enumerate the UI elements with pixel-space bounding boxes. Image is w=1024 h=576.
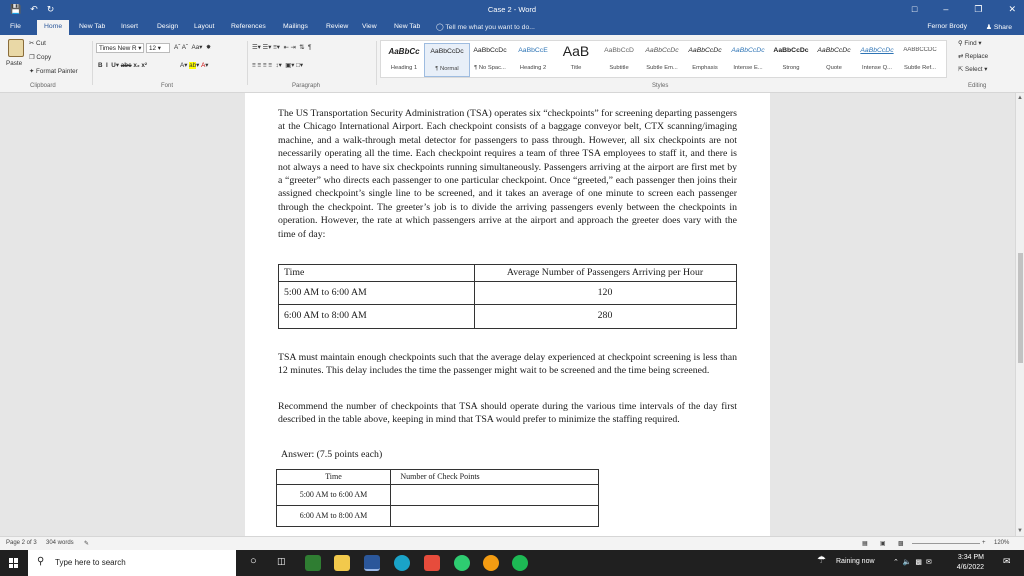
copy-button[interactable]: ❐ Copy (29, 54, 52, 61)
zoom-level[interactable]: 120% (994, 540, 1010, 546)
title-bar (0, 0, 1024, 20)
tab-mailings[interactable]: Mailings (283, 23, 308, 30)
paragraph-delay: TSA must maintain enough checkpoints such that the average delay experienced at checkpoint screening is less than 12 minutes. This delay includes the time the passenger might wait to be screened and the time being screened. (278, 352, 737, 377)
zoom-in-icon[interactable]: + (982, 540, 986, 546)
replace-button[interactable]: ⇄ Replace (958, 53, 989, 60)
scissors-icon: ✂ (29, 40, 37, 47)
ribbon-tabs (0, 20, 1024, 35)
font-name-box[interactable]: Times New R ▾ (96, 43, 144, 53)
style-subtle-emphasis[interactable]: AaBbCcDc Subtle Em... (645, 47, 679, 71)
tab-view[interactable]: View (362, 23, 377, 30)
style-intense-emphasis[interactable]: AaBbCcDc Intense E... (731, 47, 765, 71)
clock-date: 4/6/2022 (956, 564, 984, 571)
print-layout-icon[interactable]: ▣ (880, 541, 886, 547)
cortana-icon[interactable]: ○ (250, 555, 257, 567)
tab-insert[interactable]: Insert (121, 23, 138, 30)
paragraph-recommend: Recommend the number of checkpoints that TSA should operate during the various time intervals of the day first described in the table above, keeping in mind that TSA would prefer to minimize the staffing required. (278, 401, 737, 426)
style-heading-2[interactable]: AaBbCcE Heading 2 (518, 47, 548, 71)
cursor-icon: ⇱ (958, 66, 966, 73)
notification-icon[interactable]: ✉ (1003, 556, 1011, 566)
web-layout-icon[interactable]: ▩ (898, 541, 904, 547)
document-page[interactable] (245, 93, 770, 536)
style-subtle-reference[interactable]: AABBCCDC Subtle Ref... (903, 47, 937, 71)
tab-layout[interactable]: Layout (194, 23, 215, 30)
group-separator (376, 41, 377, 85)
table-header-time: Time (284, 267, 305, 278)
proofing-icon[interactable]: ✎ (84, 541, 90, 547)
font-size-box[interactable]: 12 ▾ (146, 43, 170, 53)
tab-new-tab-2[interactable]: New Tab (394, 23, 421, 30)
clock-time: 3:34 PM (957, 554, 984, 561)
user-name[interactable]: Fernor Brody (927, 23, 967, 30)
paste-button[interactable]: Paste (6, 60, 23, 67)
scroll-up-icon[interactable]: ▲ (1017, 95, 1023, 101)
tray-icons[interactable]: ⌃ 🔈 ▩ ✉ (893, 559, 932, 566)
taskbar (0, 550, 1024, 576)
weather-icon[interactable]: ☂ (817, 555, 826, 566)
tab-file[interactable]: File (10, 23, 21, 30)
table-header-checkpoints: Number of Check Points (400, 472, 480, 481)
file-explorer-icon[interactable] (334, 555, 350, 571)
style-normal[interactable]: AaBbCcDc ¶ Normal (424, 43, 470, 77)
lightbulb-icon: ◯ (436, 24, 446, 31)
tab-references[interactable]: References (231, 23, 266, 30)
replace-icon: ⇄ (958, 53, 966, 60)
paste-icon[interactable] (8, 39, 24, 57)
align-icons[interactable]: ≡ ≡ ≡ ≡ ↕▾ ▣▾ □▾ (252, 62, 304, 69)
style-emphasis[interactable]: AaBbCcDc Emphasis (688, 47, 722, 71)
table-header-passengers: Average Number of Passengers Arriving per Hour (506, 267, 704, 278)
format-painter-button[interactable]: ✦ Format Painter (29, 68, 78, 75)
tab-review[interactable]: Review (326, 23, 349, 30)
zoom-slider[interactable] (912, 543, 980, 544)
styles-gallery (380, 40, 947, 78)
vertical-scrollbar[interactable] (1015, 93, 1024, 536)
list-icons[interactable]: ☰▾ ☰▾ ≡▾ ⇤ ⇥ ⇅ ¶ (252, 44, 312, 51)
group-separator (92, 41, 93, 85)
scroll-down-icon[interactable]: ▼ (1017, 528, 1023, 534)
group-separator (247, 41, 248, 85)
tab-new-tab[interactable]: New Tab (79, 23, 106, 30)
editing-group-label: Editing (968, 83, 987, 89)
table-row: 5:00 AM to 6:00 AM (277, 484, 598, 505)
taskbar-clock[interactable] (957, 553, 984, 573)
style-subtitle[interactable]: AaBbCcD Subtitle (604, 47, 634, 71)
green-app-icon[interactable] (454, 555, 470, 571)
grow-shrink-font-icons[interactable]: Aˆ Aˇ Aa▾ ✸ (174, 44, 212, 51)
style-intense-quote[interactable]: AaBbCcDc Intense Q... (860, 47, 894, 71)
office-icon[interactable] (424, 555, 440, 571)
answer-label: Answer: (7.5 points each) (281, 449, 383, 460)
tab-design[interactable]: Design (157, 23, 179, 30)
search-icon: ⚲ (958, 40, 965, 47)
windows-start-icon[interactable] (9, 558, 19, 568)
clipboard-group-label: Clipboard (30, 83, 56, 89)
minimize-button[interactable]: – (943, 4, 949, 14)
scroll-thumb[interactable] (1018, 253, 1023, 363)
excel-icon[interactable] (305, 555, 321, 571)
answer-cell[interactable] (390, 508, 598, 525)
read-mode-icon[interactable]: ▦ (862, 541, 868, 547)
tell-me-box[interactable]: ◯ Tell me what you want to do... (436, 24, 535, 31)
brush-icon: ✦ (29, 68, 37, 75)
maximize-button[interactable]: ❐ (974, 4, 983, 14)
save-icon[interactable]: 💾 (10, 4, 22, 14)
font-format-icons[interactable]: B I U▾ abc x₂ x² (98, 62, 148, 69)
paragraph-intro: The US Transportation Security Administration (TSA) operates six “checkpoints” for screening departing passengers at the Chicago International Airport. Each checkpoint consists of a baggage conveyor belt, CTX scanning/imaging machine, and a walk-through metal detector for passengers to pass through. However, all six checkpoints are not necessarily operating all the time. Each checkpoint requires a team of three TSA employees to staff it, and there is not always a need to have six checkpoints running simultaneously. Passengers arriving at the airport are first met by a “greeter” who directs each passenger to one particular checkpoint. Once “greeted,” each passenger then joins their assigned checkpoint’s single line to be screened, and it takes an average of one minute to screen each passenger through the checkpoint. The greeter’s job is to divide the arriving passengers evenly between the checkpoints in operation. However, the rate at which passengers arrive at the airport and approach the greeter does vary with the time of day: (278, 108, 737, 240)
window-controls (912, 4, 1016, 15)
font-color-icons[interactable]: A▾ ab▾ A▾ (180, 62, 209, 69)
word-count[interactable]: 304 words (46, 540, 74, 546)
page-count[interactable]: Page 2 of 3 (6, 540, 37, 546)
select-button[interactable]: ⇱ Select ▾ (958, 66, 988, 73)
close-button[interactable]: ✕ (1008, 4, 1016, 14)
answer-cell[interactable] (390, 487, 598, 504)
table-header-time: Time (325, 472, 342, 481)
undo-icon[interactable]: ↶ (30, 4, 38, 14)
style-quote[interactable]: AaBbCcDc Quote (817, 47, 851, 71)
document-workspace (0, 93, 1015, 536)
search-icon: ⚲ (37, 556, 45, 567)
style-title[interactable]: AaB Title (562, 43, 590, 71)
spotify-icon[interactable] (512, 555, 528, 571)
style-heading-1[interactable]: AaBbCc Heading 1 (388, 47, 420, 71)
taskbar-search[interactable] (28, 550, 236, 576)
tab-home[interactable]: Home (37, 20, 69, 35)
arrival-rate-table (278, 264, 737, 329)
person-icon: ♟ (985, 24, 994, 31)
status-bar (0, 536, 1024, 550)
style-no-spacing[interactable]: AaBbCcDc ¶ No Spac... (473, 47, 507, 71)
task-view-icon[interactable]: ◫ (277, 556, 286, 566)
paragraph-group-label: Paragraph (292, 83, 321, 89)
chrome-icon[interactable] (483, 555, 499, 571)
find-button[interactable]: ⚲ Find ▾ (958, 40, 982, 47)
word-icon[interactable] (364, 555, 380, 571)
search-placeholder: Type here to search (55, 558, 126, 567)
table-row: 6:00 AM to 8:00 AM (277, 505, 598, 526)
cut-button[interactable]: ✂ Cut (29, 40, 46, 47)
styles-group-label: Styles (652, 83, 669, 89)
ribbon-display-icon[interactable]: □ (911, 4, 918, 14)
style-strong[interactable]: AaBbCcDc Strong (773, 47, 809, 71)
share-button[interactable]: ♟ Share (985, 24, 1012, 31)
table-row: 5:00 AM to 6:00 AM 120 (279, 281, 736, 304)
weather-text[interactable]: Raining now (836, 558, 875, 565)
redo-icon[interactable]: ↻ (46, 4, 55, 14)
window-title: Case 2 - Word (487, 5, 537, 14)
answer-table (276, 469, 599, 527)
ribbon (0, 35, 1024, 93)
table-row: 6:00 AM to 8:00 AM 280 (279, 304, 736, 328)
font-group-label: Font (161, 83, 174, 89)
edge-icon[interactable] (394, 555, 410, 571)
copy-icon: ❐ (29, 54, 37, 61)
